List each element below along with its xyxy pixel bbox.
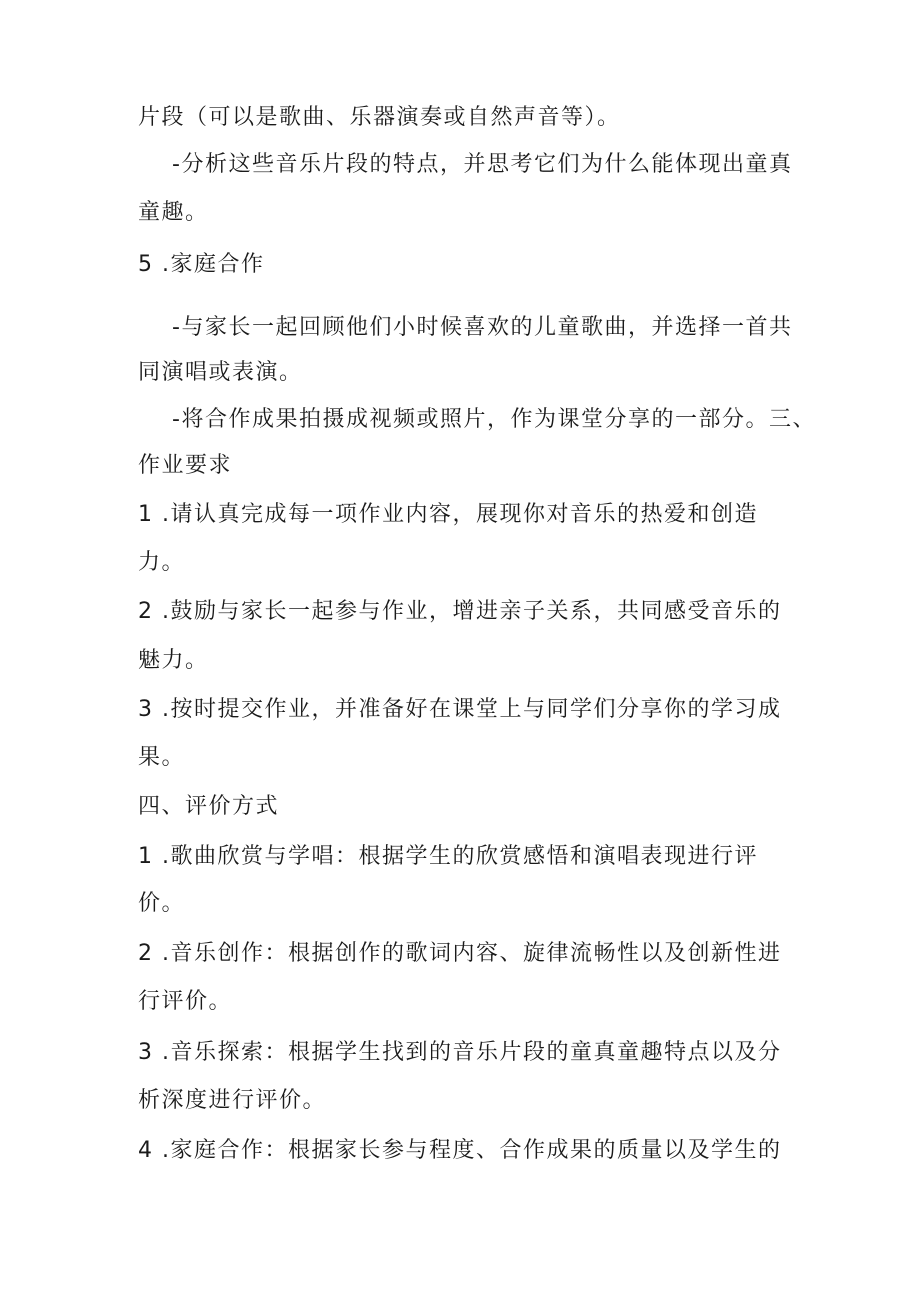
text-line: 力。 bbox=[138, 550, 186, 575]
list-item: 1 .歌曲欣赏与学唱：根据学生的欣赏感悟和演唱表现进行评 bbox=[138, 844, 758, 869]
text-line: -分析这些音乐片段的特点，并思考它们为什么能体现出童真 bbox=[172, 152, 793, 177]
text-line: -将合作成果拍摄成视频或照片，作为课堂分享的一部分。三、 bbox=[172, 407, 816, 432]
section-heading: 5 .家庭合作 bbox=[138, 252, 265, 277]
text-line: 果。 bbox=[138, 745, 186, 770]
list-item: 3 .按时提交作业，并准备好在课堂上与同学们分享你的学习成 bbox=[138, 697, 782, 722]
section-heading: 作业要求 bbox=[138, 453, 233, 478]
list-item: 4 .家庭合作：根据家长参与程度、合作成果的质量以及学生的 bbox=[138, 1138, 782, 1163]
text-line: 童趣。 bbox=[138, 200, 209, 225]
text-line: -与家长一起回顾他们小时候喜欢的儿童歌曲，并选择一首共 bbox=[172, 315, 793, 340]
text-line: 魅力。 bbox=[138, 648, 209, 673]
list-item: 3 .音乐探索：根据学生找到的音乐片段的童真童趣特点以及分 bbox=[138, 1040, 782, 1065]
section-heading: 四、评价方式 bbox=[138, 794, 280, 819]
text-line: 析深度进行评价。 bbox=[138, 1088, 327, 1113]
text-line: 价。 bbox=[138, 891, 186, 916]
text-line: 行评价。 bbox=[138, 989, 233, 1014]
list-item: 2 .音乐创作：根据创作的歌词内容、旋律流畅性以及创新性进 bbox=[138, 941, 782, 966]
list-item: 2 .鼓励与家长一起参与作业，增进亲子关系，共同感受音乐的 bbox=[138, 599, 782, 624]
list-item: 1 .请认真完成每一项作业内容，展现你对音乐的热爱和创造 bbox=[138, 502, 758, 527]
text-line: 同演唱或表演。 bbox=[138, 360, 303, 385]
text-line: 片段（可以是歌曲、乐器演奏或自然声音等）。 bbox=[138, 105, 621, 130]
